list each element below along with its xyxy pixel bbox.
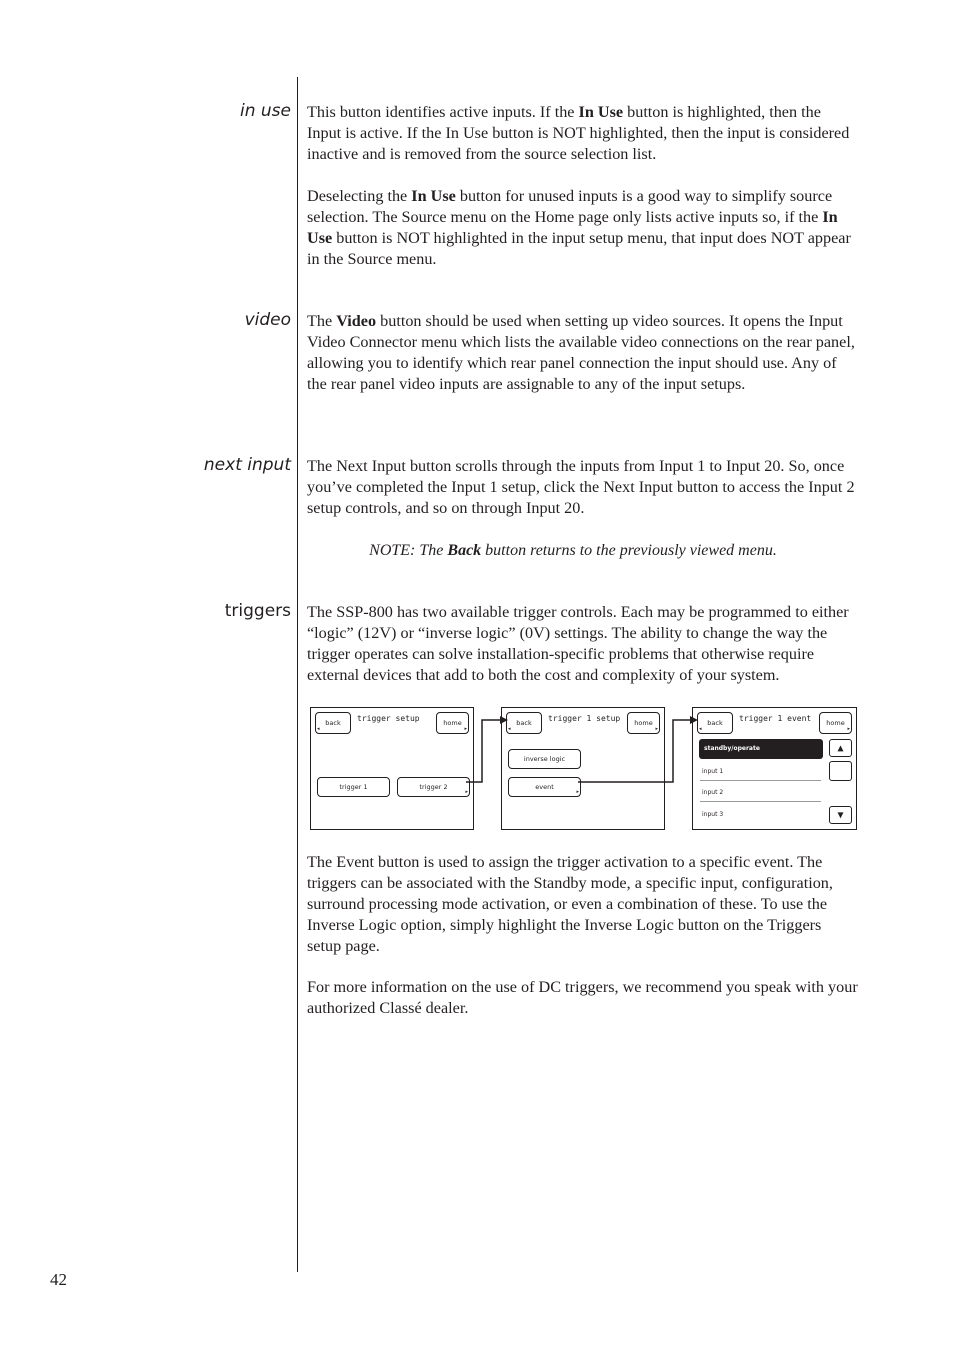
in-use-paragraph-1: This button identifies active inputs. If the In Use button is highlighted, then the Input is active. If the In Use button is NOT highlighted, then the input is considered inactive and is removed from the source selection list. [307,103,850,163]
screen-title: trigger 1 setup [548,714,621,723]
heading-next-input: next input [203,455,291,475]
triggers-paragraph-2: The Event button is used to assign the trigger activation to a specific event. The triggers can be associated with the Standby mode, a specific input, configuration, surround processing mode activation, or even a combination of these. To use the Inverse Logic option, simply highlight the Inverse Logic button on the Triggers setup page. [307,853,833,955]
trigger-setup-screen [310,707,474,830]
heading-triggers: triggers [224,601,291,621]
connector-arrow-1 [466,716,508,782]
screen-title: trigger setup [357,714,420,723]
home-button[interactable]: home ▸ [819,712,852,734]
trigger-2-button[interactable]: trigger 2 ▸ [397,777,470,797]
in-use-paragraph-2: Deselecting the In Use button for unused inputs is a good way to simplify source selection. The Source menu on the Home page only lists active inputs so, if the In Use button is NOT highlighted in the input setup menu, that input does NOT appear in the Source menu. [307,187,851,268]
list-item[interactable]: input 1 [700,762,821,781]
inverse-logic-button[interactable]: inverse logic [508,749,581,769]
back-button[interactable]: back ◂ [506,712,542,734]
connector-arrow-2 [578,716,698,782]
home-button[interactable]: home ▸ [627,712,660,734]
back-button[interactable]: back ◂ [315,712,351,734]
trigger-1-event-screen [692,707,857,830]
triggers-paragraph-3: For more information on the use of DC triggers, we recommend you speak with your authorized Classé dealer. [307,978,858,1017]
back-button[interactable]: back ◂ [697,712,733,734]
event-button[interactable]: event ▸ [508,777,581,797]
scroll-up-icon[interactable]: ▲ [829,739,852,757]
screen-title: trigger 1 event [739,714,812,723]
standby-operate-item[interactable]: standby/operate [699,739,823,759]
back-note: NOTE: The Back button returns to the previously viewed menu. [369,542,777,559]
list-item[interactable]: input 2 [700,783,821,802]
page-number: 42 [50,1270,67,1289]
scrollbar-thumb[interactable] [829,761,852,781]
scroll-down-icon[interactable]: ▼ [829,806,852,824]
heading-in-use: in use [240,101,291,121]
video-paragraph: The Video button should be used when setting up video sources. It opens the Input Video Connector menu which lists the available video connections on the rear panel, allowing you to identify which rear panel connection the input should use. Any of the rear panel video inputs are assignable to any of the input setups. [307,312,855,393]
flow-arrows [460,700,700,800]
vertical-rule [297,77,298,1272]
next-input-paragraph: The Next Input button scrolls through the inputs from Input 1 to Input 20. So, once you’ve completed the Input 1 setup, click the Next Input button to access the Input 2 setup controls, and so on through Input 20. [307,457,855,517]
heading-video: video [244,310,291,330]
list-item[interactable]: input 3 [702,811,724,818]
trigger-1-button[interactable]: trigger 1 [317,777,390,797]
triggers-paragraph-1: The SSP-800 has two available trigger controls. Each may be programmed to either “logic” (12V) or “inverse logic” (0V) settings. The ability to change the way the trigger operates can solve installation-specific problems that otherwise require external devices that add to both the cost and complexity of your system. [307,603,849,684]
home-button[interactable]: home ▸ [436,712,469,734]
